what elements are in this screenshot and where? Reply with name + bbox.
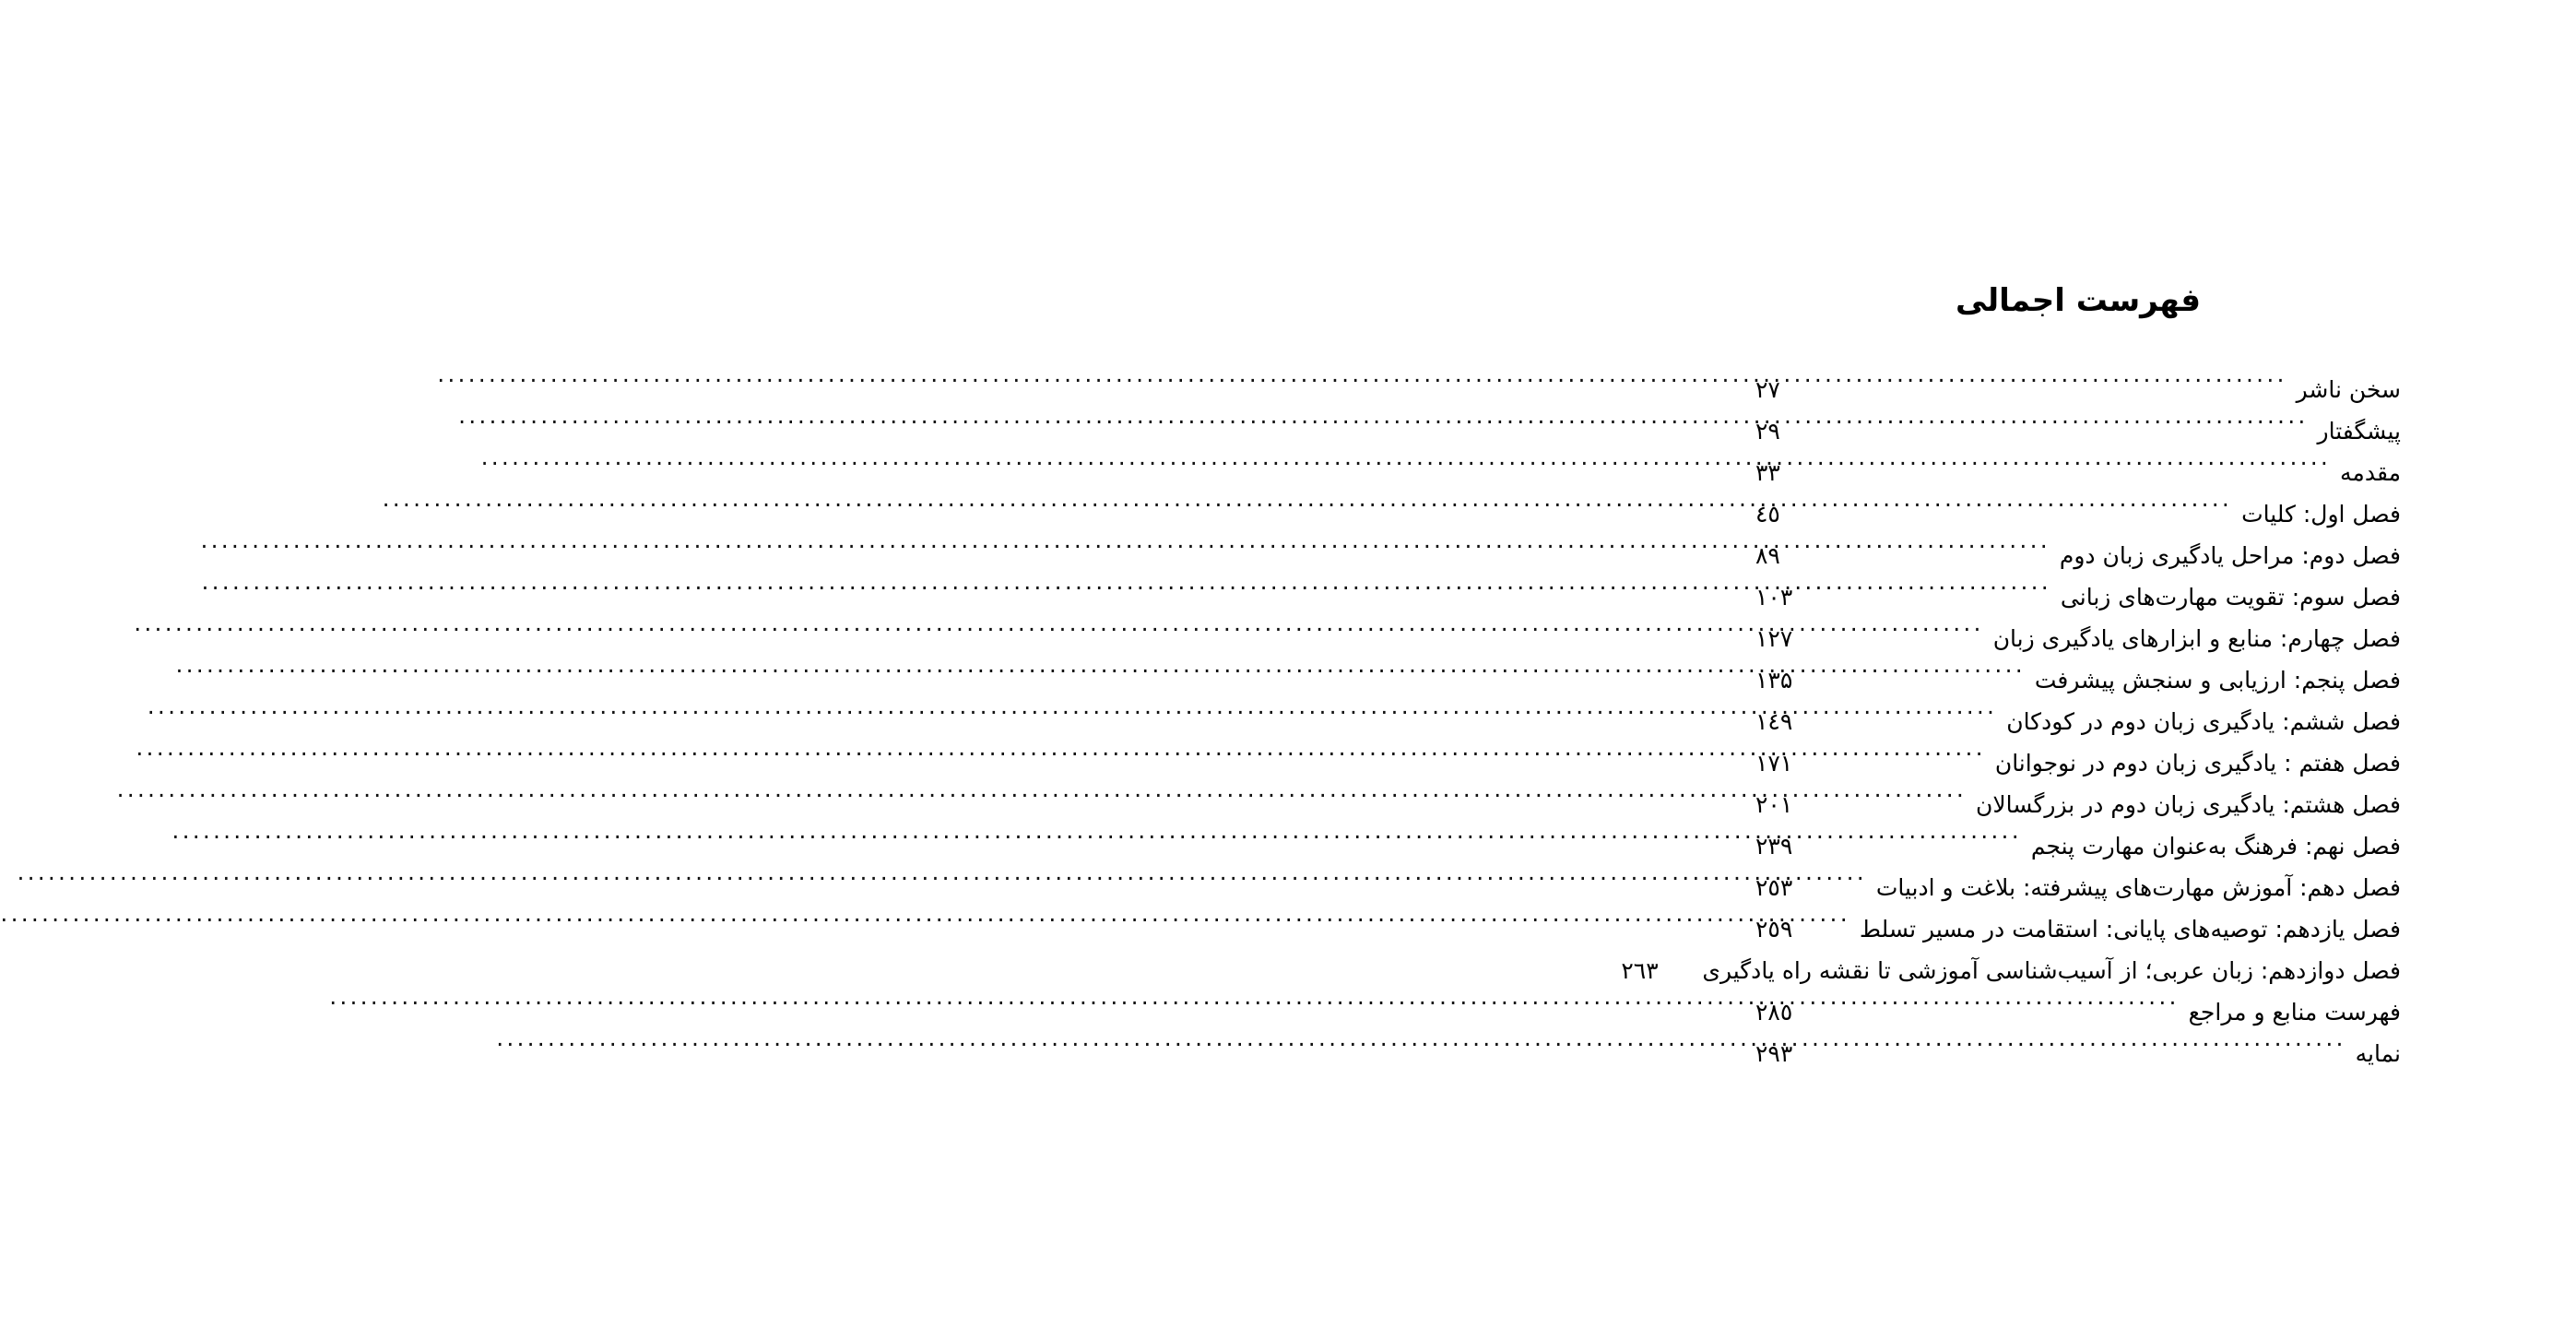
- toc-entry-label: مقدمه: [2340, 459, 2401, 486]
- toc-entry-page-number: ۲٥۳: [1755, 874, 1793, 901]
- toc-entry-label: فصل هفتم : یادگیری زبان دوم در نوجوانان: [1994, 750, 2401, 777]
- toc-entry-label: فصل چهارم: منابع و ابزارهای یادگیری زبان: [1992, 625, 2401, 652]
- toc-page: [1580, 0, 2576, 1328]
- toc-entry-page-number: ۲۹: [1755, 418, 1780, 445]
- toc-entry-label: فصل دهم: آموزش مهارت‌های پیشرفته: بلاغت و ادبیات: [1875, 874, 2401, 901]
- toc-entry-page-number: ۲۹۳: [1755, 1040, 1793, 1067]
- toc-entry-label: فصل سوم: تقویت مهارت‌های زبانی: [2060, 584, 2401, 611]
- toc-entry-page-number: ۲۳۹: [1755, 833, 1793, 860]
- toc-entry-page-number: ۲٦۳: [1621, 957, 1659, 984]
- toc-entry-label: فصل هشتم: یادگیری زبان دوم در بزرگسالان: [1975, 791, 2401, 818]
- toc-entry-page-number: ۸۹: [1755, 542, 1780, 569]
- toc-entry-label: فصل اول: کلیات: [2241, 501, 2401, 528]
- toc-entry[interactable]: [1755, 867, 2401, 908]
- toc-entry-page-number: ۲۷: [1755, 376, 1780, 403]
- toc-entry[interactable]: [1755, 908, 2401, 950]
- toc-entry-label: فهرست منابع و مراجع: [2188, 999, 2401, 1026]
- toc-entry-label: فصل دوازدهم: زبان عربی؛ از آسیب‌شناسی آموزشی تا نقشه راه یادگیری: [1702, 957, 2401, 984]
- toc-entry-page-number: ٤٥: [1755, 501, 1780, 528]
- toc-entry-page-number: ۱٤۹: [1755, 708, 1793, 735]
- page-title: فهرست اجمالی: [1955, 282, 2201, 319]
- toc-entry-label: پیشگفتار: [2317, 418, 2401, 445]
- toc-entry-label: فصل ششم: یادگیری زبان دوم در کودکان: [2006, 708, 2401, 735]
- toc-entry-label: سخن ناشر: [2296, 376, 2401, 403]
- toc-entry-page-number: ۱۲۷: [1755, 625, 1793, 652]
- toc-entry-page-number: ۳۳: [1755, 459, 1780, 486]
- toc-entry[interactable]: [1755, 1033, 2401, 1074]
- toc-entry-page-number: ۲۰۱: [1755, 791, 1793, 818]
- toc-list: [1621, 369, 2401, 1074]
- toc-entry-page-number: ۱۰۳: [1755, 584, 1793, 611]
- toc-entry-page-number: ۲٥۹: [1755, 916, 1793, 943]
- toc-dot-leader: [1818, 914, 1850, 937]
- toc-entry-label: فصل نهم: فرهنگ به‌عنوان مهارت پنجم: [2030, 833, 2401, 860]
- toc-dot-leader: [1818, 1038, 2346, 1061]
- toc-entry-label: فصل یازدهم: توصیه‌های پایانی: استقامت در مسیر تسلط: [1859, 916, 2401, 943]
- toc-entry-label: نمایه: [2355, 1040, 2401, 1067]
- toc-entry-page-number: ۱۳۵: [1755, 667, 1793, 694]
- toc-entry-page-number: ۲۸٥: [1755, 999, 1793, 1026]
- toc-entry-label: فصل دوم: مراحل یادگیری زبان دوم: [2059, 542, 2401, 569]
- toc-entry-label: فصل پنجم: ارزیابی و سنجش پیشرفت: [2034, 667, 2401, 694]
- toc-entry-page-number: ۱۷۱: [1755, 750, 1793, 777]
